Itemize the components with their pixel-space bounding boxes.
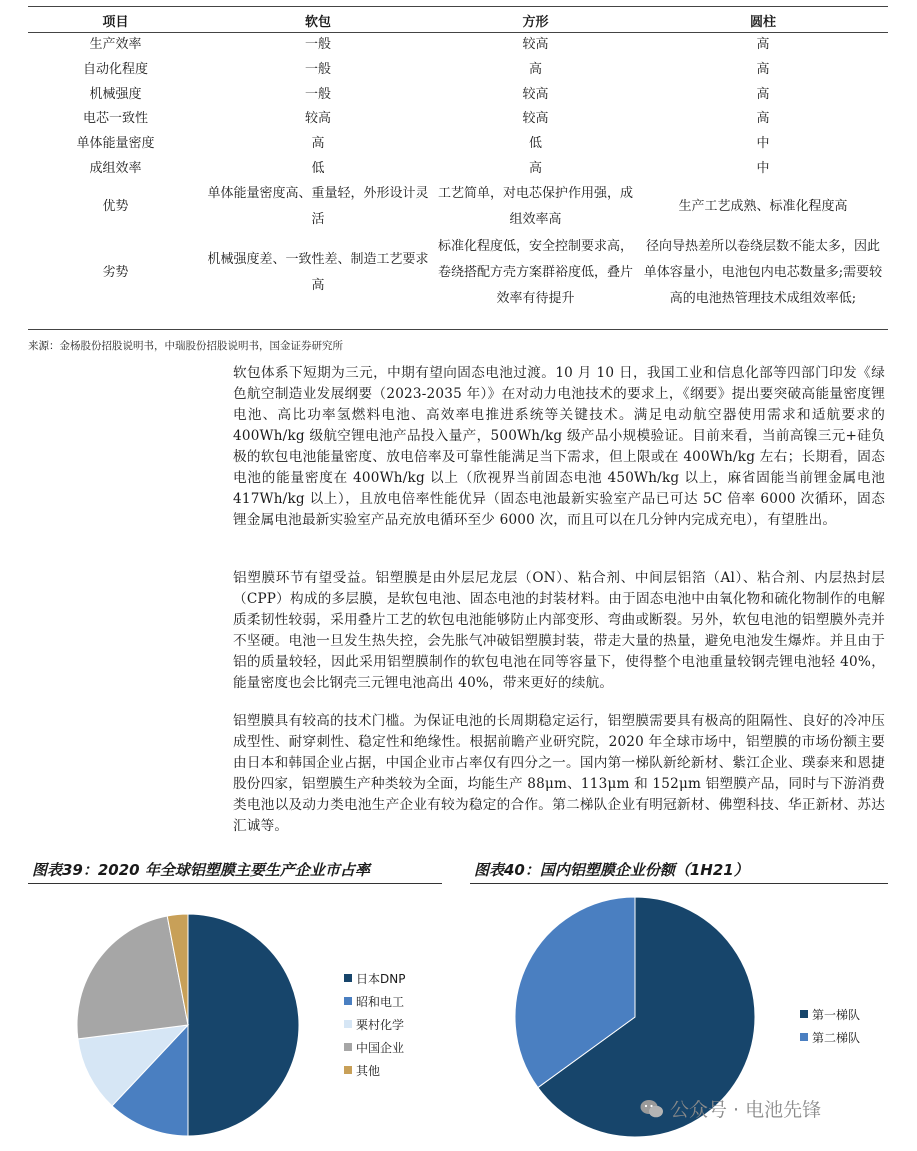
table-header-row — [28, 8, 888, 33]
table-cell: 较高 — [522, 37, 549, 53]
table-cell: 成组效率 — [89, 160, 142, 176]
wechat-icon — [640, 1099, 664, 1119]
legend-label: 中国企业 — [356, 1041, 405, 1055]
legend-swatch — [344, 1043, 352, 1051]
table-cell: 中 — [756, 160, 770, 176]
table-row — [28, 58, 888, 83]
watermark-text: 公众号 · 电池先锋 — [670, 1099, 822, 1121]
table-row-advantage — [28, 181, 888, 233]
legend-label: 栗村化学 — [356, 1018, 405, 1032]
legend-swatch — [800, 1010, 808, 1018]
paragraph-aluminum-film-benefit — [233, 568, 885, 694]
legend-item — [800, 1031, 860, 1045]
table-cell: 电芯一致性 — [82, 111, 148, 127]
figure-40-rule — [470, 883, 888, 884]
legend-swatch — [800, 1033, 808, 1041]
table-row-disadvantage — [28, 233, 888, 313]
figure-40-title: 图表40：国内铝塑膜企业份额（1H21） — [474, 861, 749, 879]
legend-swatch — [344, 974, 352, 982]
table-row — [28, 82, 888, 107]
paragraph-aluminum-film-barrier — [233, 711, 885, 837]
table-bottom-rule — [28, 329, 888, 330]
figure-39-title: 图表39：2020 年全球铝塑膜主要生产企业市占率 — [32, 861, 370, 879]
table-cell: 生产工艺成熟、标准化程度高 — [678, 199, 848, 215]
table-cell: 标准化程度低，安全控制要求高，卷绕搭配方壳方案群裕度低，叠片效率有待提升 — [437, 239, 633, 307]
pie-slice-1 — [188, 914, 299, 1136]
table-cell: 较高 — [304, 111, 331, 127]
table-cell: 中 — [756, 136, 770, 152]
table-top-rule — [28, 6, 888, 7]
table-cell: 单体能量密度高、重量轻，外形设计灵活 — [207, 186, 429, 228]
table-cell: 生产效率 — [89, 37, 142, 53]
comparison-table — [28, 8, 888, 313]
table-row — [28, 33, 888, 58]
legend-label: 日本DNP — [356, 972, 406, 986]
legend-item — [344, 1018, 404, 1032]
table-cell: 一般 — [304, 62, 331, 78]
header-cell: 项目 — [28, 8, 203, 33]
table-cell: 高 — [756, 86, 770, 102]
table-row — [28, 132, 888, 157]
table-cell: 机械强度差、一致性差、制造工艺要求高 — [207, 252, 429, 294]
header-cell: 软包 — [203, 8, 433, 33]
table-cell: 高 — [311, 136, 325, 152]
figure-39-rule — [28, 883, 442, 884]
table-cell: 高 — [528, 62, 542, 78]
legend-swatch — [344, 1020, 352, 1028]
table-cell: 一般 — [304, 37, 331, 53]
header-cell: 圆柱 — [638, 8, 888, 33]
table-cell: 高 — [756, 37, 770, 53]
legend-label: 昭和电工 — [356, 995, 405, 1009]
paragraph-text: 铝塑膜环节有望受益。铝塑膜是由外层尼龙层（ON）、粘合剂、中间层铝箔（Al）、粘合剂、内层热封层（CPP）构成的多层膜，是软包电池、固态电池的封装材料。由于固态电池中由氧化物和硫化物制作的电解质柔韧性较弱，采用叠片工艺的软包电池能够防止内部变形、弯曲或断裂。另外，软包电池的铝塑膜外壳并不坚硬。电池一旦发生热失控，会先胀气冲破铝塑膜封装，带走大量的热量，避免电池发生爆炸。并且由于铝的质量较轻，因此采用铝塑膜制作的软包电池在同等容量下，使得整个电池重量较钢壳锂电池轻 40%，能量密度也会比钢壳三元锂电池高出 40%，带来更好的续航。 — [233, 570, 885, 691]
table-cell: 一般 — [304, 86, 331, 102]
table-cell: 劣势 — [102, 265, 129, 281]
legend-label: 其他 — [356, 1064, 381, 1078]
watermark — [640, 1095, 821, 1122]
paragraph-text: 铝塑膜具有较高的技术门槛。为保证电池的长周期稳定运行，铝塑膜需要具有极高的阻隔性、良好的冷冲压成型性、耐穿刺性、稳定性和绝缘性。根据前瞻产业研究院，2020 年全球市场中，铝塑膜的市场份额主要由日本和韩国企业占据，中国企业市占率仅有四分之一。国内第一梯队新纶新材、紫江企业、璞泰来和恩捷股份四家，铝塑膜生产种类较为全面，均能生产 88μm、113μm 和 152μm 铝塑膜产品，同时与下游消费类电池以及动力类电池生产企业有较为稳定的合作。第二梯队企业有明冠新材、佛塑科技、华正新材、苏达汇诚等。 — [233, 713, 885, 834]
paragraph-text: 软包体系下短期为三元，中期有望向固态电池过渡。10 月 10 日，我国工业和信息化部等四部门印发《绿色航空制造业发展纲要（2023-2035 年）》在对动力电池技术的要求上，《纲要》提出要突破高能量密度锂电池、高比功率氢燃料电池、高效率电推进系统等关键技术。满足电动航空器使用需求和适航要求的 400Wh/kg 级航空锂电池产品投入量产，500Wh/kg 级产品小规模验证。目前来看，当前高镍三元+硅负极的软包电池能量密度、放电倍率及可靠性能满足当下需求，但上限或在 400Wh/kg 左右；长期看，固态电池的能量密度在 400Wh/kg 以上（欣视界当前固态电池 450Wh/kg 以上，麻省固能当前锂金属电池 417Wh/kg 以上），且放电倍率性能优异（固态电池最新实验室产品已可达 5C 倍率 6000 次循环，固态锂金属电池最新实验室产品充放电循环至少 6000 次，而且可以在几分钟内完成充电），有望胜出。 — [233, 365, 885, 528]
legend-item — [800, 1008, 860, 1022]
table-row — [28, 107, 888, 132]
table-cell: 单体能量密度 — [76, 136, 155, 152]
table-cell: 自动化程度 — [82, 62, 148, 78]
table-cell: 低 — [528, 136, 542, 152]
table-cell: 优势 — [102, 199, 129, 215]
table-cell: 机械强度 — [89, 86, 142, 102]
table-row — [28, 156, 888, 181]
paragraph-solid-state — [233, 363, 885, 531]
table-cell: 高 — [756, 62, 770, 78]
table-source-note: 来源：金杨股份招股说明书，中瑞股份招股说明书，国金证券研究所 — [28, 340, 343, 352]
table-cell: 径向导热差所以卷绕层数不能太多，因此单体容量小，电池包内电芯数量多;需要较高的电池热管理技术成组效率低; — [643, 239, 883, 307]
header-cell: 方形 — [433, 8, 638, 33]
legend-swatch — [344, 997, 352, 1005]
table-cell: 较高 — [522, 111, 549, 127]
legend-label: 第一梯队 — [812, 1008, 861, 1022]
legend-item — [344, 1064, 380, 1078]
pie-chart-global-share — [60, 905, 320, 1145]
table-cell: 工艺简单，对电芯保护作用强，成组效率高 — [437, 186, 633, 228]
legend-item — [344, 1041, 404, 1055]
table-cell: 高 — [756, 111, 770, 127]
legend-label: 第二梯队 — [812, 1031, 861, 1045]
table-cell: 低 — [311, 160, 325, 176]
legend-swatch — [344, 1066, 352, 1074]
legend-item — [344, 972, 405, 986]
table-cell: 高 — [528, 160, 542, 176]
legend-item — [344, 995, 404, 1009]
table-cell: 较高 — [522, 86, 549, 102]
